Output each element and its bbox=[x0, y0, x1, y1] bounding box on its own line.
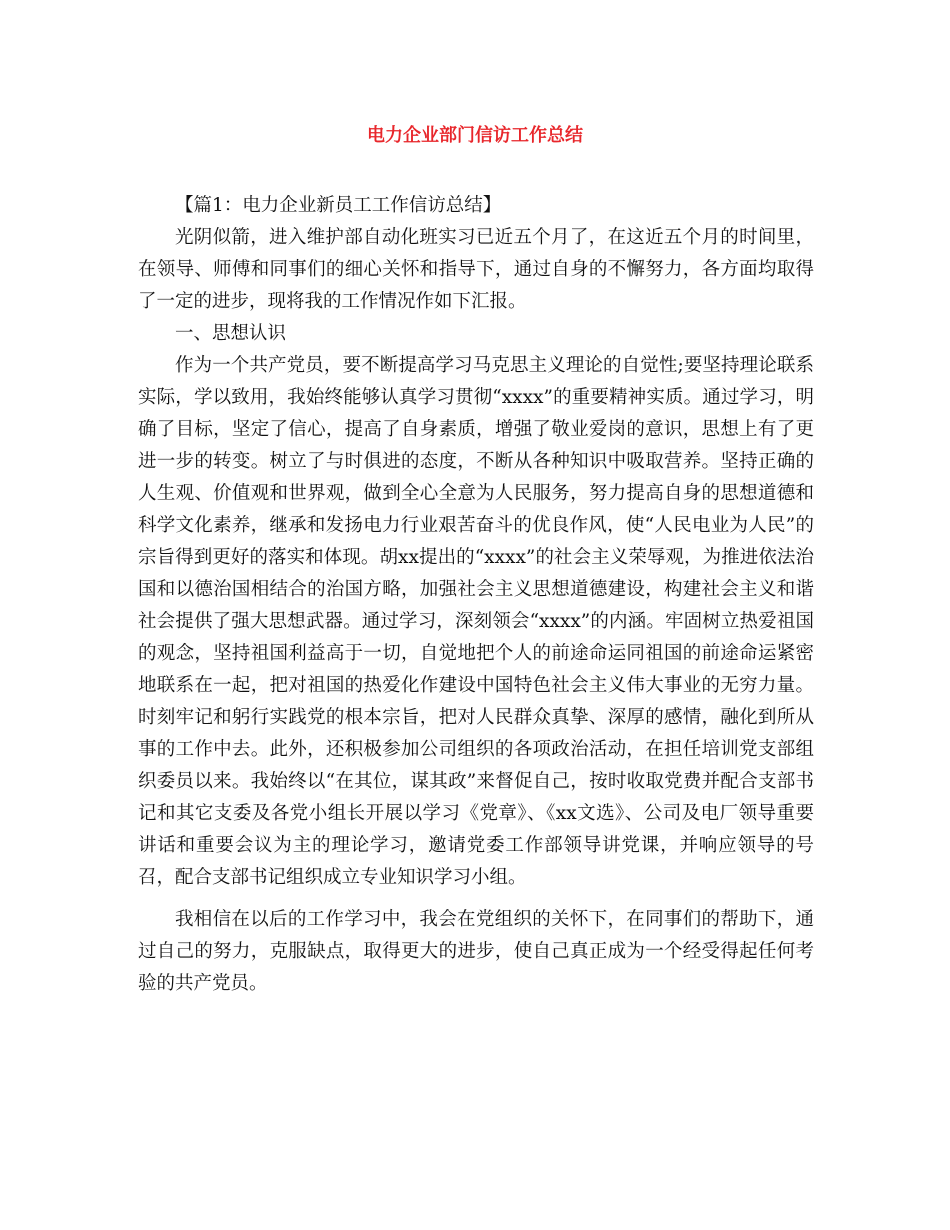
paragraph-ideology: 作为一个共产党员，要不断提高学习马克思主义理论的自觉性;要坚持理论联系实际，学以致用，我始终能够认真学习贯彻“xxxx”的重要精神实质。通过学习，明确了目标，坚定了信心，提高了自身素质，增强了敬业爱岗的意识，思想上有了更进一步的转变。树立了与时俱进的态度，不断从各种知识中吸取营养。坚持正确的人生观、价值观和世界观，做到全心全意为人民服务，努力提高自身的思想道德和科学文化素养，继承和发扬电力行业艰苦奋斗的优良作风，使“人民电业为人民”的宗旨得到更好的落实和体现。胡xx提出的“xxxx”的社会主义荣辱观，为推进依法治国和以德治国相结合的治国方略，加强社会主义思想道德建设，构建社会主义和谐社会提供了强大思想武器。通过学习，深刻领会“xxxx”的内涵。牢固树立热爱祖国的观念，坚持祖国利益高于一切，自觉地把个人的前途命运同祖国的前途命运紧密地联系在一起，把对祖国的热爱化作建设中国特色社会主义伟大事业的无穷力量。时刻牢记和躬行实践党的根本宗旨，把对人民群众真挚、深厚的感情，融化到所从事的工作中去。此外，还积极参加公司组织的各项政治活动，在担任培训党支部组织委员以来。我始终以“在其位，谋其政”来督促自己，按时收取党费并配合支部书记和其它支委及各党小组长开展以学习《党章》、《xx文选》、公司及电厂领导重要讲话和重要会议为主的理论学习，邀请党委工作部领导讲党课，并响应领导的号召，配合支部书记组织成立专业知识学习小组。 bbox=[138, 355, 814, 888]
document-title: 电力企业部门信访工作总结 bbox=[367, 125, 583, 146]
subheading-ideology: 一、思想认识 bbox=[175, 323, 287, 344]
paragraph-conclusion: 我相信在以后的工作学习中，我会在党组织的关怀下，在同事们的帮助下，通过自己的努力，克服缺点，取得更大的进步，使自己真正成为一个经受得起任何考验的共产党员。 bbox=[138, 909, 814, 994]
document-body bbox=[138, 190, 814, 1000]
section-heading: 【篇1：电力企业新员工工作信访总结】 bbox=[175, 195, 502, 216]
paragraph-intro: 光阴似箭，进入维护部自动化班实习已近五个月了，在这近五个月的时间里，在领导、师傅和同事们的细心关怀和指导下，通过自身的不懈努力，各方面均取得了一定的进步，现将我的工作情况作如下汇报。 bbox=[138, 227, 814, 312]
